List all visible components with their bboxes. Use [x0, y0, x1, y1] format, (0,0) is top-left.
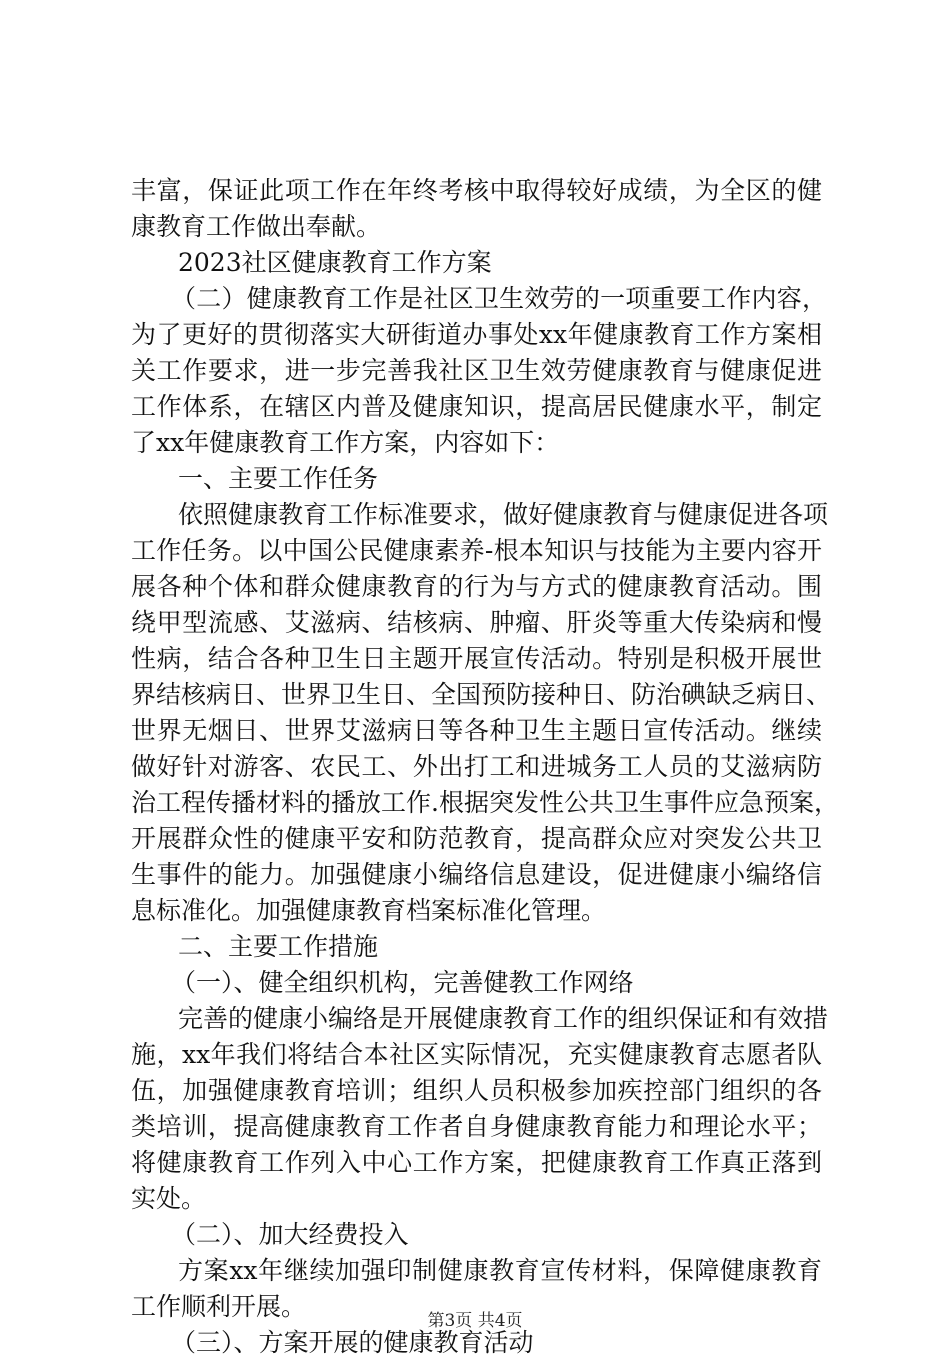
line-text: 展各种个体和群众健康教育的行为与方式的健康教育活动。围: [131, 572, 822, 601]
line-text: 方案xx年继续加强印制健康教育宣传材料，保障健康教育: [178, 1256, 822, 1285]
line-text: 二、主要工作措施: [178, 932, 379, 961]
text-line: [0, 750, 950, 784]
line-text: （二）、加大经费投入: [171, 1220, 409, 1249]
page-footer: [0, 1310, 950, 1332]
text-line: [0, 498, 950, 532]
line-text: 伍，加强健康教育培训；组织人员积极参加疾控部门组织的各: [131, 1076, 822, 1105]
text-line: [0, 1110, 950, 1144]
line-text: 做好针对游客、农民工、外出打工和进城务工人员的艾滋病防: [131, 752, 822, 781]
text-line: [0, 390, 950, 424]
line-text: 为了更好的贯彻落实大研街道办事处xx年健康教育工作方案相: [131, 320, 822, 349]
text-line: [0, 606, 950, 640]
line-text: （二）健康教育工作是社区卫生效劳的一项重要工作内容，: [171, 284, 827, 313]
line-text: 丰富，保证此项工作在年终考核中取得较好成绩，为全区的健: [131, 176, 822, 205]
text-line: [0, 966, 950, 1000]
line-text: 类培训，提高健康教育工作者自身健康教育能力和理论水平；: [131, 1112, 822, 1141]
text-line: [0, 462, 950, 496]
text-line: [0, 1146, 950, 1180]
line-text: 2023社区健康教育工作方案: [178, 248, 492, 277]
text-line: [0, 1218, 950, 1252]
line-text: 将健康教育工作列入中心工作方案，把健康教育工作真正落到: [131, 1148, 822, 1177]
text-line: [0, 714, 950, 748]
text-line: [0, 858, 950, 892]
line-text: 界结核病日、世界卫生日、全国预防接种日、防治碘缺乏病日、: [131, 680, 832, 709]
text-line: [0, 1074, 950, 1108]
text-line: [0, 282, 950, 316]
line-text: 开展群众性的健康平安和防范教育，提高群众应对突发公共卫: [131, 824, 822, 853]
line-text: 一、主要工作任务: [178, 464, 379, 493]
line-text: 工作任务。以中国公民健康素养-根本知识与技能为主要内容开: [131, 536, 822, 565]
line-text: 生事件的能力。加强健康小编络信息建设，促进健康小编络信: [131, 860, 822, 889]
text-line: [0, 1038, 950, 1072]
text-line: [0, 1182, 950, 1216]
line-text: 性病，结合各种卫生日主题开展宣传活动。特别是积极开展世: [131, 644, 822, 673]
text-line: [0, 570, 950, 604]
text-line: [0, 786, 950, 820]
line-text: （一）、健全组织机构，完善健教工作网络: [171, 968, 634, 997]
text-line: [0, 246, 950, 280]
line-text: 实处。: [131, 1184, 207, 1213]
text-line: [0, 678, 950, 712]
line-text: 了xx年健康教育工作方案，内容如下：: [131, 428, 560, 457]
text-line: [0, 1254, 950, 1288]
line-text: 世界无烟日、世界艾滋病日等各种卫生主题日宣传活动。继续: [131, 716, 822, 745]
line-text: 康教育工作做出奉献。: [131, 212, 382, 241]
text-line: [0, 210, 950, 244]
text-line: [0, 426, 950, 460]
text-line: [0, 318, 950, 352]
text-line: [0, 1002, 950, 1036]
text-line: [0, 174, 950, 208]
line-text: 依照健康教育工作标准要求，做好健康教育与健康促进各项: [178, 500, 829, 529]
text-line: [0, 642, 950, 676]
text-line: [0, 822, 950, 856]
text-line: [0, 894, 950, 928]
text-line: [0, 930, 950, 964]
line-text: 治工程传播材料的播放工作.根据突发性公共卫生事件应急预案，: [131, 788, 839, 817]
line-text: 绕甲型流感、艾滋病、结核病、肿瘤、肝炎等重大传染病和慢: [131, 608, 822, 637]
line-text: 施，xx年我们将结合本社区实际情况，充实健康教育志愿者队: [131, 1040, 822, 1069]
line-text: 息标准化。加强健康教育档案标准化管理。: [131, 896, 607, 925]
line-text: 工作体系，在辖区内普及健康知识，提高居民健康水平，制定: [131, 392, 822, 421]
line-text: （三）、方案开展的健康教育活动: [171, 1328, 534, 1357]
text-line: [0, 534, 950, 568]
page-number: 第3页 共4页: [427, 1311, 523, 1331]
line-text: 关工作要求，进一步完善我社区卫生效劳健康教育与健康促进: [131, 356, 822, 385]
text-line: [0, 354, 950, 388]
line-text: 工作顺利开展。: [131, 1292, 307, 1321]
line-text: 完善的健康小编络是开展健康教育工作的组织保证和有效措: [178, 1004, 829, 1033]
